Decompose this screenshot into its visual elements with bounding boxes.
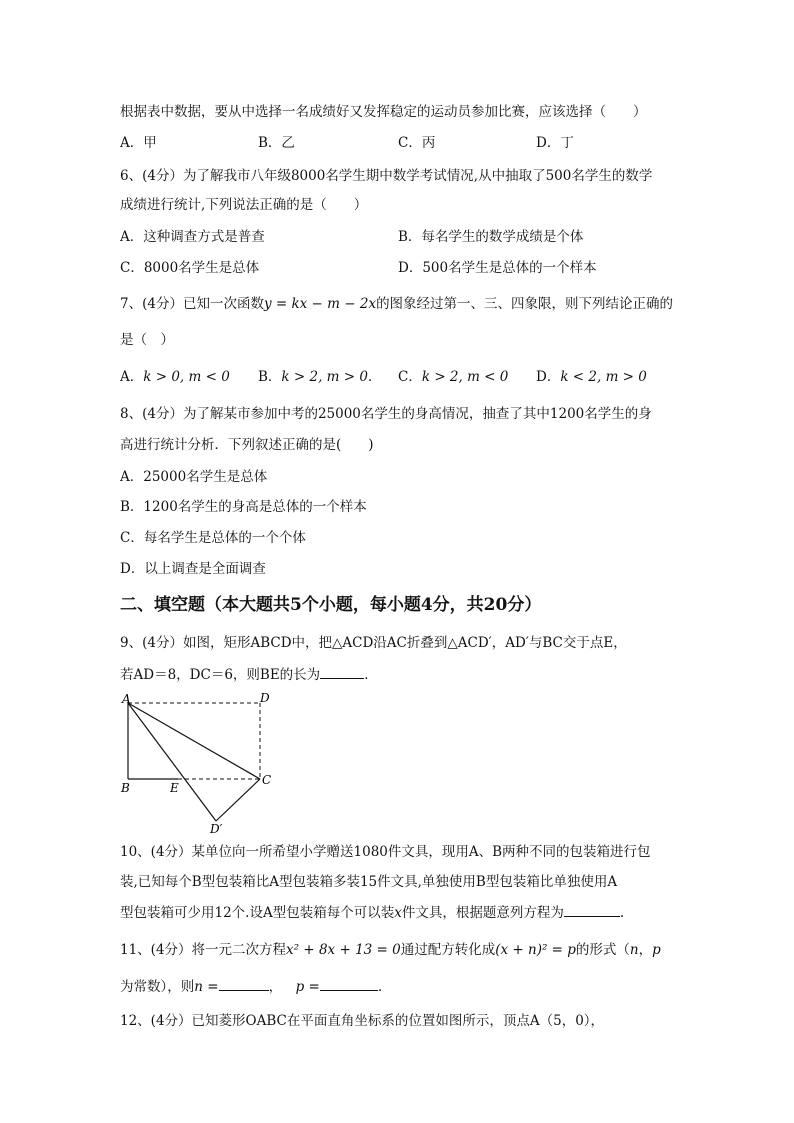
q7-line2: 是（ ） [120,332,174,348]
q5-option-d: D．丁 [536,135,574,151]
q11-end: . [377,979,383,995]
q5-stem: 根据表中数据，要从中选择一名成绩好又发挥稳定的运动员参加比赛，应该选择（ ） [120,104,647,120]
q5-option-c: C．丙 [398,135,436,151]
q11-sep: ， [638,942,653,958]
q9-line2-pre: 若AD＝8，DC＝6，则BE的长为 [120,667,321,683]
q10-line1: 10、(4分）某单位向一所希望小学赠送1080件文具，现用A、B两种不同的包装箱进行包 [120,844,651,860]
segment-ac [128,703,260,779]
q11-p-eq: p = [295,979,320,995]
q6-option-c: C．8000名学生是总体 [120,260,260,276]
q10-line3-end: . [619,905,625,921]
q11-line1-pre: 11、(4分）将一元二次方程 [120,942,287,958]
q12-line1: 12、(4分）已知菱形OABC在平面直角坐标系的位置如图所示，顶点A（5，0）， [120,1013,605,1029]
q8-line2: 高进行统计分析．下列叙述正确的是( ) [120,437,374,453]
q11-line2-pre: 为常数），则 [120,979,195,995]
q9-line2 [120,665,378,684]
q7-option-c [398,368,508,386]
q9-answer-blank[interactable] [320,665,364,679]
q9-line2-post: ． [364,667,378,683]
q11-target-form: (x + n)² = p [495,942,576,958]
q6-line1: 6、(4分）为了解我市八年级8000名学生期中数学考试情况,从中抽取了500名学生的数学 [120,168,653,184]
q7-option-d-math: k < 2, m > 0 [560,369,647,385]
q7-line1-post: 的图象经过第一、三、四象限，则下列结论正确的 [376,296,674,312]
q7-option-a-letter: A． [120,369,144,385]
segment-cd-prime [216,779,260,821]
q6-option-b: B．每名学生的数学成绩是个体 [398,229,584,245]
q7-option-b-math: k > 2, m > 0 [281,369,368,385]
q11-equation: x² + 8x + 13 = 0 [286,942,401,958]
q9-figure [112,688,292,838]
label-c: C [262,773,272,787]
q7-option-c-letter: C． [398,369,422,385]
q11-line2 [120,977,382,996]
q5-option-a: A．甲 [120,135,157,151]
segment-ad-prime [128,703,216,821]
q6-option-d: D．500名学生是总体的一个样本 [398,260,597,276]
q7-option-b [258,368,381,386]
label-d-prime: D′ [210,822,223,836]
q11-comma: ， [268,979,283,995]
label-d: D [260,691,270,705]
q7-option-b-letter: B． [258,369,282,385]
q10-answer-blank[interactable] [564,903,620,917]
q11-p-blank[interactable] [320,977,378,991]
q5-option-b: B．乙 [258,135,295,151]
q6-line2: 成绩进行统计,下列说法正确的是（ ） [120,197,368,213]
q7-option-b-tail: ． [367,369,382,385]
label-e: E [170,781,179,795]
q10-line3 [120,903,624,922]
q7-option-d [536,368,647,386]
q11-var-p: p [652,942,661,958]
q8-option-c: C．每名学生是总体的一个个体 [120,530,306,546]
q9-line1: 9、(4分）如图，矩形ABCD中，把△ACD沿AC折叠到△ACD′，AD′与BC交于点E， [120,635,627,651]
q7-line1-pre: 7、(4分）已知一次函数 [120,296,264,312]
label-b: B [121,781,130,795]
label-a: A [122,692,131,706]
q8-option-d: D．以上调查是全面调查 [120,561,266,577]
q11-n-blank[interactable] [219,977,269,991]
q11-line1 [120,941,661,959]
q7-option-a [120,368,230,386]
q11-n-eq: n = [194,979,219,995]
q8-line1: 8、(4分）为了解某市参加中考的25000名学生的身高情况，抽查了其中1200名学生的身 [120,406,652,422]
q10-var-x: x [394,905,402,921]
q10-line3-pre: 型包装箱可少用12个.设A型包装箱每个可以装 [120,905,395,921]
q11-line1-post: 的形式（ [575,942,630,958]
q7-option-a-math: k > 0, m < 0 [143,369,230,385]
q7-formula: y = kx − m − 2x [263,296,377,312]
q7-option-c-math: k > 2, m < 0 [421,369,509,385]
q6-option-a: A．这种调查方式是普查 [120,229,265,245]
q8-option-a: A．25000名学生是总体 [120,469,268,485]
q10-line3-post: 件文具，根据题意列方程为 [401,905,564,921]
q10-line2: 装,已知每个B型包装箱比A型包装箱多装15件文具,单独使用B型包装箱比单独使用A [120,874,618,890]
q7-option-d-letter: D． [536,369,561,385]
q11-line1-mid: 通过配方转化成 [400,942,496,958]
q7-line1 [120,295,673,313]
q11-var-n: n [629,942,639,958]
section-heading-fill-in: 二、填空题（本大题共5个小题，每小题4分，共20分） [120,595,542,615]
q8-option-b: B．1200名学生的身高是总体的一个样本 [120,499,367,515]
